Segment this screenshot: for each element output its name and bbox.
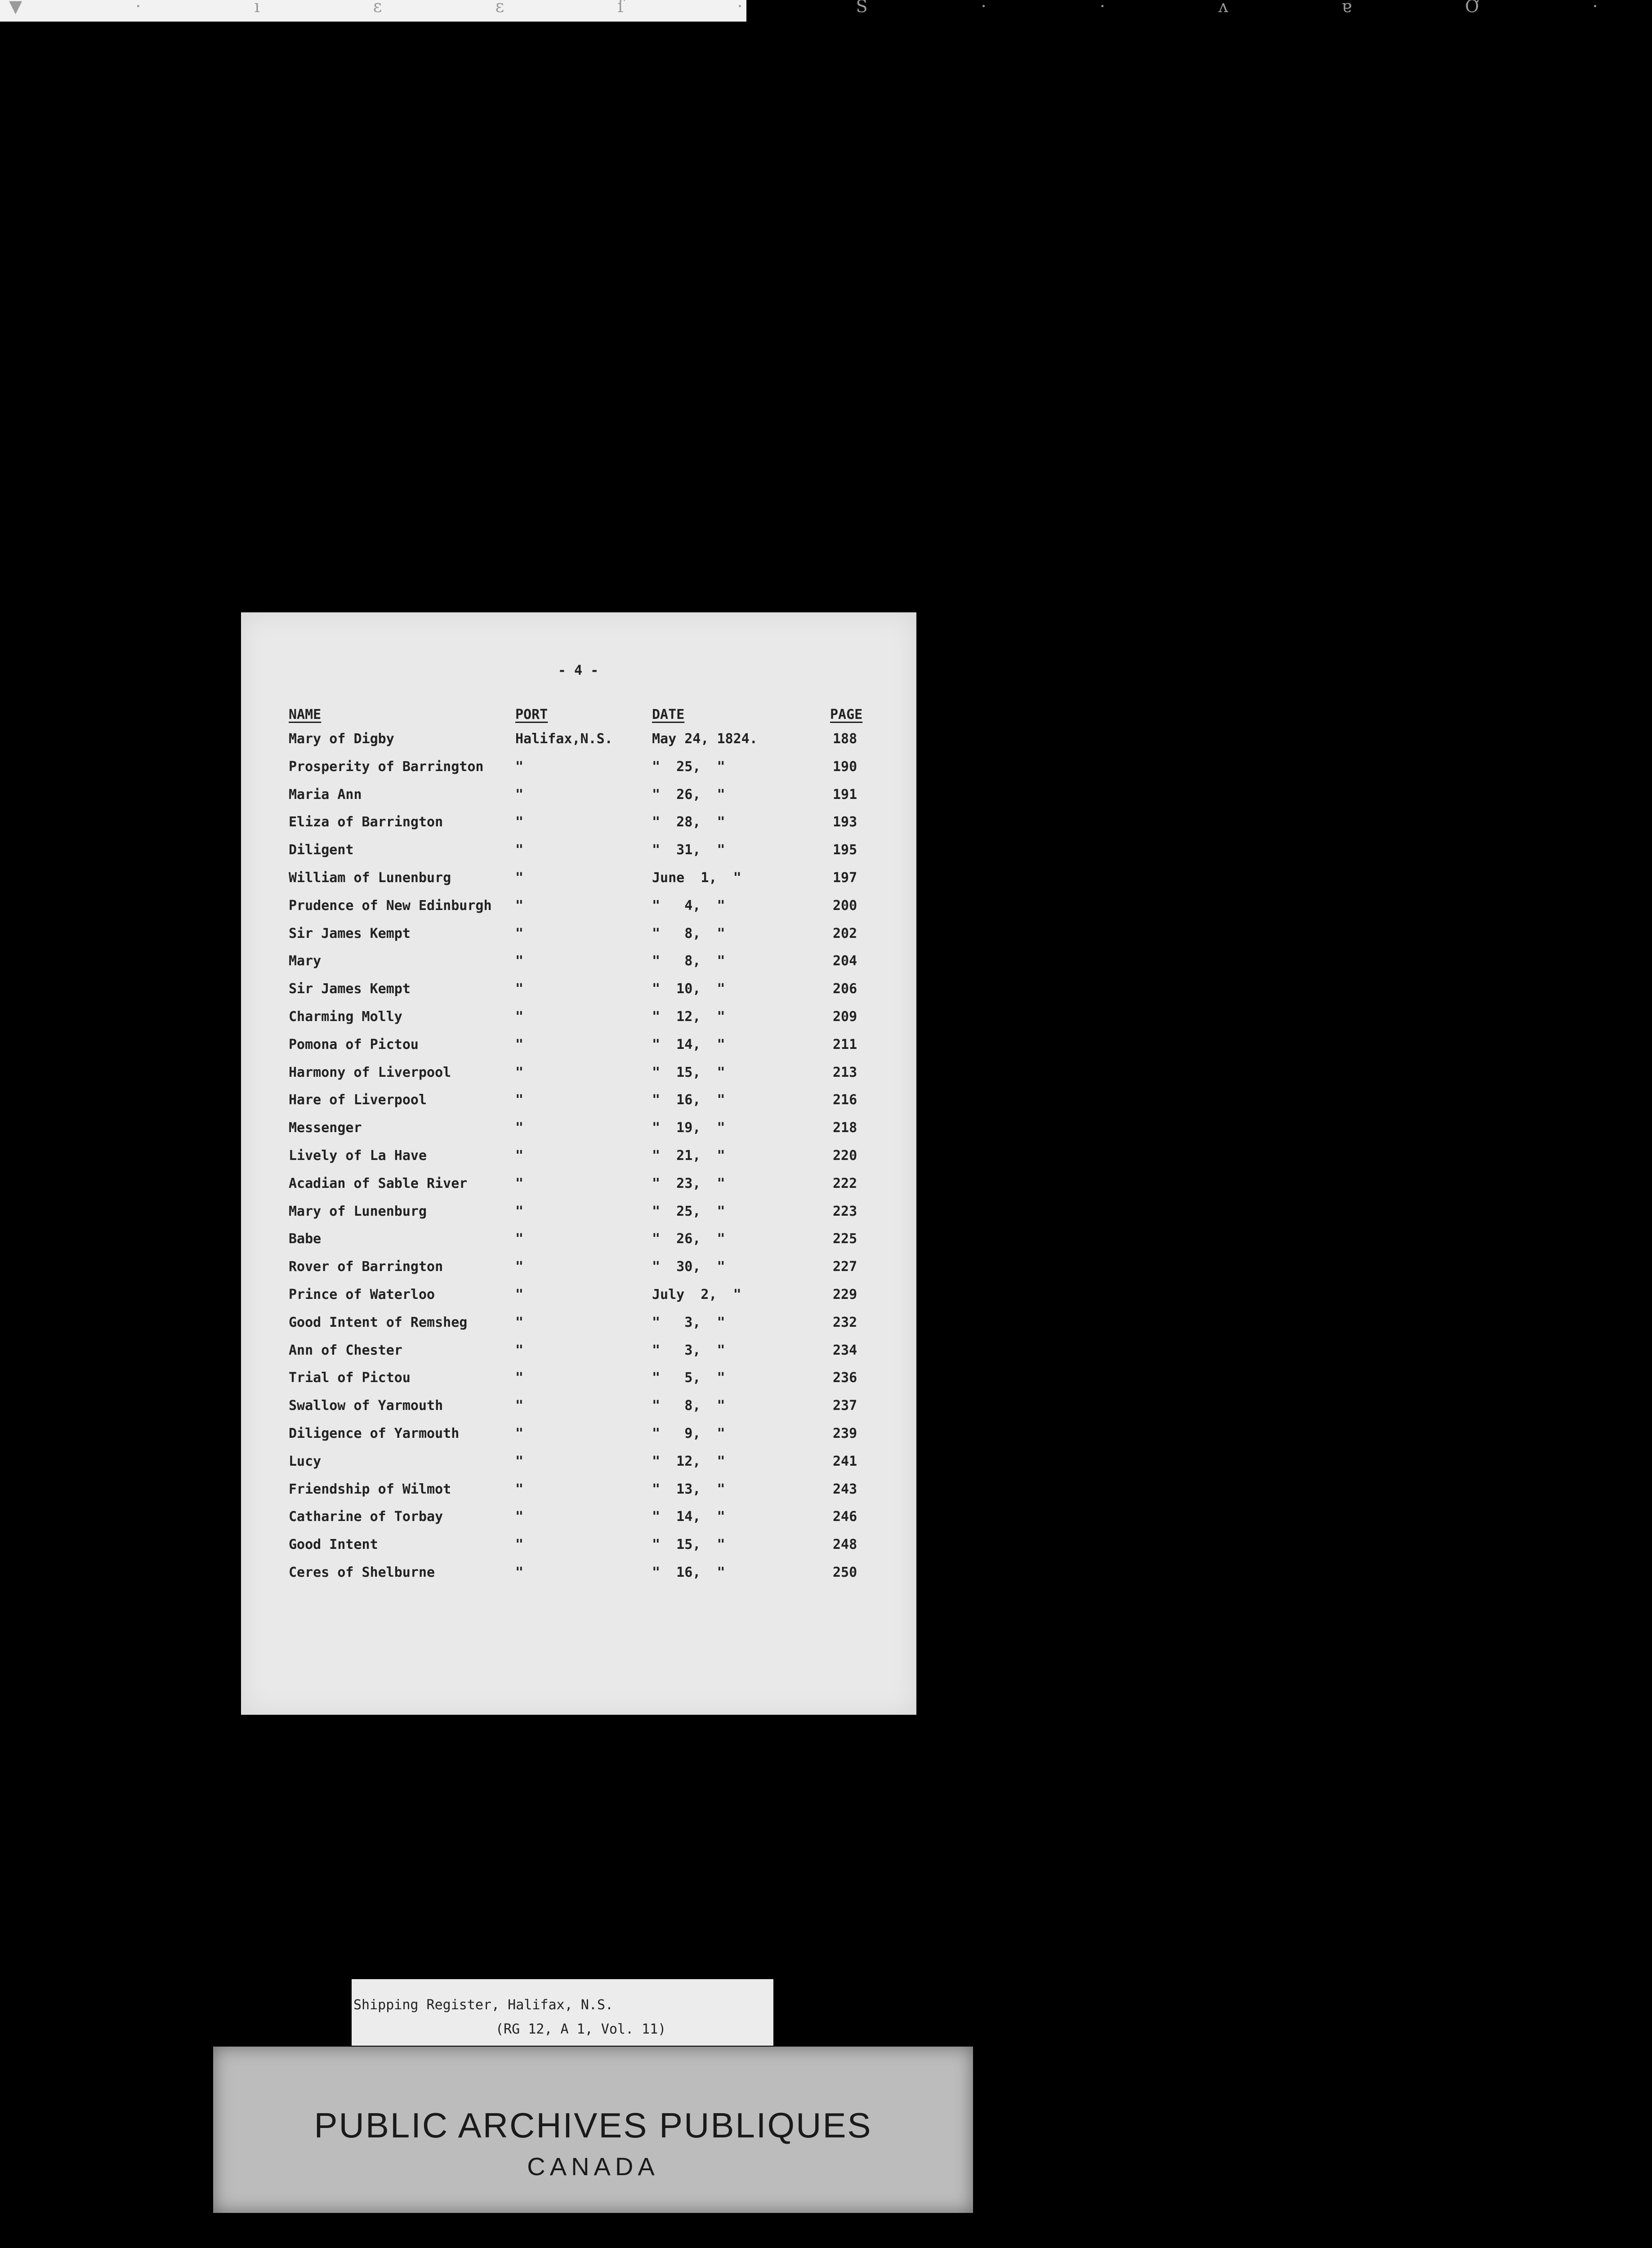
row-page: 191 [833, 786, 857, 803]
table-row [241, 759, 916, 786]
row-page: 202 [833, 925, 857, 941]
table-row [241, 1481, 916, 1508]
row-port: " [515, 814, 524, 830]
row-name: Ann of Chester [289, 1342, 402, 1358]
row-page: 241 [833, 1453, 857, 1469]
row-page: 248 [833, 1537, 857, 1553]
row-name: Sir James Kempt [289, 981, 411, 997]
row-page: 204 [833, 953, 857, 969]
row-date: " 8, " [652, 925, 725, 941]
row-date: July 2, " [652, 1287, 741, 1302]
row-port: " [515, 1426, 524, 1441]
row-name: Pomona of Pictou [289, 1036, 419, 1053]
row-date: " 30, " [652, 1259, 725, 1275]
row-port: " [515, 1342, 524, 1358]
row-port: " [515, 1481, 524, 1497]
row-name: Harmony of Liverpool [289, 1064, 451, 1080]
row-date: " 26, " [652, 786, 725, 803]
row-port: " [515, 1009, 524, 1025]
row-port: " [515, 1064, 524, 1080]
row-page: 209 [833, 1009, 857, 1025]
row-name: Good Intent [289, 1537, 378, 1553]
row-date: " 10, " [652, 981, 725, 997]
archives-title: PUBLIC ARCHIVES PUBLIQUES [314, 2105, 872, 2145]
header-date: DATE [652, 707, 685, 723]
reference-label-card [352, 1979, 773, 2046]
row-name: Prince of Waterloo [289, 1287, 435, 1302]
table-row [241, 1092, 916, 1119]
row-port: " [515, 870, 524, 886]
row-page: 211 [833, 1036, 857, 1053]
row-date: " 8, " [652, 1398, 725, 1414]
row-name: Hare of Liverpool [289, 1092, 427, 1108]
table-row [241, 1037, 916, 1064]
row-port: " [515, 786, 524, 803]
row-date: " 14, " [652, 1509, 725, 1525]
row-name: Messenger [289, 1120, 362, 1136]
row-name: Swallow of Yarmouth [289, 1398, 443, 1414]
row-date: June 1, " [652, 870, 741, 886]
row-date: " 19, " [652, 1120, 725, 1136]
header-port: PORT [515, 707, 548, 723]
row-date: " 21, " [652, 1148, 725, 1164]
row-name: Sir James Kempt [289, 925, 411, 941]
row-name: Mary of Lunenburg [289, 1203, 427, 1219]
row-page: 236 [833, 1370, 857, 1386]
row-port: " [515, 1231, 524, 1247]
table-row [241, 1565, 916, 1592]
row-page: 232 [833, 1314, 857, 1330]
row-name: William of Lunenburg [289, 870, 451, 886]
table-row [241, 814, 916, 841]
row-port: " [515, 1259, 524, 1275]
row-date: " 12, " [652, 1453, 725, 1469]
row-page: 206 [833, 981, 857, 997]
row-date: " 25, " [652, 758, 725, 775]
row-page: 250 [833, 1565, 857, 1580]
row-name: Maria Ann [289, 786, 362, 803]
row-date: " 15, " [652, 1537, 725, 1553]
row-name: Ceres of Shelburne [289, 1565, 435, 1580]
table-row [241, 1176, 916, 1203]
row-port: " [515, 1092, 524, 1108]
table-row [241, 787, 916, 814]
table-row [241, 981, 916, 1008]
row-port: " [515, 1314, 524, 1330]
row-name: Mary [289, 953, 321, 969]
row-port: " [515, 842, 524, 858]
table-row [241, 842, 916, 869]
edge-marks: ▼ · ı ε ε ſ · S · · ʌ ɐ Ơ · [9, 0, 1652, 16]
shipping-register-page [241, 612, 916, 1715]
row-port: " [515, 1148, 524, 1164]
row-page: 190 [833, 758, 857, 775]
row-name: Catharine of Torbay [289, 1509, 443, 1525]
row-page: 227 [833, 1259, 857, 1275]
top-edge-strip [0, 0, 1652, 22]
table-row [241, 1009, 916, 1036]
archives-country: CANADA [527, 2152, 659, 2181]
row-port: " [515, 981, 524, 997]
row-page: 213 [833, 1064, 857, 1080]
table-row [241, 1287, 916, 1314]
header-page: PAGE [830, 707, 863, 723]
row-page: 237 [833, 1398, 857, 1414]
row-date: " 4, " [652, 897, 725, 914]
table-row [241, 1398, 916, 1425]
row-name: Diligence of Yarmouth [289, 1426, 460, 1441]
header-name: NAME [289, 707, 321, 723]
row-date: " 26, " [652, 1231, 725, 1247]
row-page: 188 [833, 731, 857, 747]
row-name: Trial of Pictou [289, 1370, 411, 1386]
row-page: 195 [833, 842, 857, 858]
row-date: " 12, " [652, 1009, 725, 1025]
row-name: Eliza of Barrington [289, 814, 443, 830]
row-page: 197 [833, 870, 857, 886]
row-date: " 5, " [652, 1370, 725, 1386]
row-date: " 3, " [652, 1342, 725, 1358]
table-row [241, 1370, 916, 1397]
table-row [241, 1343, 916, 1369]
row-name: Good Intent of Remsheg [289, 1314, 468, 1330]
row-page: 243 [833, 1481, 857, 1497]
row-page: 229 [833, 1287, 857, 1302]
row-name: Babe [289, 1231, 321, 1247]
row-date: " 16, " [652, 1092, 725, 1108]
row-date: " 13, " [652, 1481, 725, 1497]
table-row [241, 1426, 916, 1453]
row-page: 225 [833, 1231, 857, 1247]
table-row [241, 1120, 916, 1147]
row-port: " [515, 1509, 524, 1525]
row-page: 234 [833, 1342, 857, 1358]
table-row [241, 1231, 916, 1258]
row-date: " 3, " [652, 1314, 725, 1330]
row-port: " [515, 1537, 524, 1553]
row-date: " 25, " [652, 1203, 725, 1219]
row-name: Rover of Barrington [289, 1259, 443, 1275]
row-date: May 24, 1824. [652, 731, 758, 747]
row-date: " 8, " [652, 953, 725, 969]
table-row [241, 870, 916, 897]
row-page: 216 [833, 1092, 857, 1108]
row-page: 193 [833, 814, 857, 830]
table-row [241, 1148, 916, 1175]
row-date: " 15, " [652, 1064, 725, 1080]
row-date: " 31, " [652, 842, 725, 858]
row-port: " [515, 953, 524, 969]
table-row [241, 1509, 916, 1536]
row-port: " [515, 758, 524, 775]
row-name: Charming Molly [289, 1009, 402, 1025]
row-name: Diligent [289, 842, 354, 858]
row-port: " [515, 1453, 524, 1469]
row-name: Mary of Digby [289, 731, 394, 747]
row-date: " 16, " [652, 1565, 725, 1580]
table-row [241, 1315, 916, 1342]
page-number: - 4 - [558, 663, 599, 678]
label-register-reference: (RG 12, A 1, Vol. 11) [496, 2021, 666, 2037]
table-row [241, 731, 916, 758]
table-row [241, 953, 916, 980]
row-port: " [515, 1398, 524, 1414]
row-page: 218 [833, 1120, 857, 1136]
table-row [241, 1537, 916, 1564]
row-page: 222 [833, 1175, 857, 1191]
row-port: Halifax,N.S. [515, 731, 613, 747]
row-name: Acadian of Sable River [289, 1175, 468, 1191]
row-page: 246 [833, 1509, 857, 1525]
row-name: Friendship of Wilmot [289, 1481, 451, 1497]
row-port: " [515, 1565, 524, 1580]
row-page: 220 [833, 1148, 857, 1164]
row-page: 223 [833, 1203, 857, 1219]
row-port: " [515, 1175, 524, 1191]
row-port: " [515, 1287, 524, 1302]
row-port: " [515, 925, 524, 941]
row-date: " 23, " [652, 1175, 725, 1191]
row-port: " [515, 1036, 524, 1053]
row-name: Lively of La Have [289, 1148, 427, 1164]
table-row [241, 1259, 916, 1286]
table-row [241, 1454, 916, 1481]
table-row [241, 898, 916, 925]
row-date: " 9, " [652, 1426, 725, 1441]
row-date: " 14, " [652, 1036, 725, 1053]
row-name: Prudence of New Edinburgh [289, 897, 492, 914]
table-row [241, 1065, 916, 1092]
row-page: 239 [833, 1426, 857, 1441]
row-name: Prosperity of Barrington [289, 758, 484, 775]
table-row [241, 1204, 916, 1231]
row-port: " [515, 1203, 524, 1219]
row-date: " 28, " [652, 814, 725, 830]
archives-banner [213, 2047, 973, 2213]
row-name: Lucy [289, 1453, 321, 1469]
row-page: 200 [833, 897, 857, 914]
row-port: " [515, 1120, 524, 1136]
row-port: " [515, 1370, 524, 1386]
label-register-title: Shipping Register, Halifax, N.S. [353, 1997, 613, 2013]
row-port: " [515, 897, 524, 914]
table-row [241, 926, 916, 953]
